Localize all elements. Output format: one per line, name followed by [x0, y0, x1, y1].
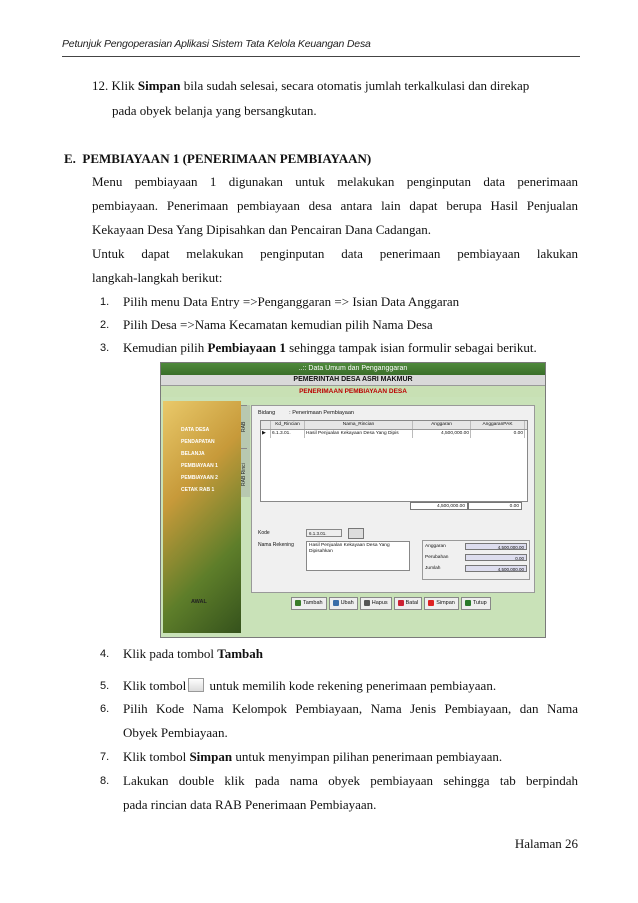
tambah-button[interactable] — [291, 597, 327, 610]
summary-label: Jumlah — [425, 566, 441, 571]
add-icon — [295, 600, 301, 606]
sidebar-item-belanja[interactable]: BELANJA — [181, 451, 205, 457]
cell-pak[interactable]: 0.00 — [471, 430, 525, 438]
step-number: 12. — [92, 78, 109, 93]
step-7-text — [123, 749, 502, 765]
rek-input[interactable]: Hasil Penjualan Kekayaan Desa Yang Dipisahkan — [306, 541, 410, 571]
para2-line2: langkah-langkah berikut: — [92, 270, 223, 285]
page-number: Halaman 26 — [514, 836, 578, 851]
summary-row — [423, 563, 529, 574]
bidang-label: Bidang — [258, 410, 276, 416]
kode-input[interactable]: 6.1.3.01. — [306, 529, 342, 537]
total-pak: 0.00 — [468, 502, 522, 510]
bidang-value: : Penerimaan Pembiayaan — [289, 410, 354, 416]
totals-row — [410, 502, 522, 510]
org-banner: PEMERINTAH DESA ASRI MAKMUR — [161, 375, 545, 386]
rek-label: Nama Rekening — [258, 542, 294, 548]
simpan-label: Simpan — [436, 600, 455, 606]
col-anggaran[interactable]: Anggaran — [413, 421, 471, 429]
step-8-number: 8. — [100, 775, 110, 787]
step-3-text — [123, 340, 537, 356]
summary-value: 0.00 — [465, 554, 527, 561]
summary-label: Perubahan — [425, 555, 449, 560]
step-7-bold: Simpan — [189, 749, 233, 764]
step-5-text — [123, 678, 496, 694]
tutup-button[interactable] — [461, 597, 491, 610]
step-text-post: bila sudah selesai, secara otomatis jumlah terkalkulasi dan direkap — [183, 78, 530, 93]
cell-anggaran[interactable]: 4,500,000.00 — [413, 430, 471, 438]
step-3-post: sehingga tampak isian formulir sebagai berikut. — [289, 340, 537, 355]
sidebar-item-data-desa[interactable]: DATA DESA — [181, 427, 210, 433]
cell-nama[interactable]: Hasil Penjualan Kekayaan Desa Yang Dipis — [305, 430, 413, 438]
para1-line1: Menu pembiayaan 1 digunakan untuk melakukan penginputan data penerimaan — [92, 174, 578, 189]
button-bar — [291, 597, 491, 610]
step-12-line2: pada obyek belanja yang bersangkutan. — [112, 103, 317, 118]
cell-kode[interactable]: 6.1.3.01. — [271, 430, 305, 438]
hapus-label: Hapus — [371, 600, 388, 606]
bidang-row — [258, 410, 354, 416]
step-2-number: 2. — [100, 319, 110, 331]
summary-value: 4,500,000.00 — [465, 543, 527, 550]
window-title: ..:: Data Umum dan Penganggaran — [161, 363, 545, 375]
vertical-tabs — [241, 405, 250, 497]
step-text-pre: Klik — [111, 78, 135, 93]
lookup-button-icon — [188, 678, 204, 692]
para2-line1: Untuk dapat melakukan penginputan data penerimaan pembiayaan lakukan — [92, 246, 578, 261]
summary-row — [423, 552, 529, 563]
step-4-pre: Klik pada tombol — [123, 646, 214, 661]
hapus-button[interactable] — [360, 597, 392, 610]
para1-line2: pembiayaan. Penerimaan pembiayaan desa antara lain dapat berupa Hasil Penjualan — [92, 198, 578, 213]
step-5-number: 5. — [100, 680, 110, 692]
tutup-label: Tutup — [472, 600, 487, 606]
app-screenshot — [160, 362, 546, 638]
total-anggaran: 4,500,000.00 — [410, 502, 468, 510]
step-3-pre: Kemudian pilih — [123, 340, 205, 355]
step-8-line1: Lakukan double klik pada nama obyek pembiayaan sehingga tab berpindah — [123, 773, 578, 788]
step-1-number: 1. — [100, 296, 110, 308]
step-4-number: 4. — [100, 648, 110, 660]
step-3-bold: Pembiayaan 1 — [207, 340, 286, 355]
step-7-pre: Klik tombol — [123, 749, 187, 764]
batal-label: Batal — [405, 600, 419, 606]
table-row[interactable] — [261, 430, 527, 438]
header-rule — [62, 56, 580, 57]
check-icon — [428, 600, 434, 606]
step-bold: Simpan — [137, 78, 181, 93]
sidebar-item-pendapatan[interactable]: PENDAPATAN — [181, 439, 215, 445]
step-5-pre: Klik tombol — [123, 678, 187, 693]
step-7-post: untuk menyimpan pilihan penerimaan pembiayaan. — [235, 749, 503, 764]
kode-label: Kode — [258, 530, 270, 536]
batal-button[interactable] — [394, 597, 423, 610]
col-anggaran-pak[interactable]: AnggaranPAK — [471, 421, 525, 429]
para1-line3: Kekayaan Desa Yang Dipisahkan dan Pencairan Dana Cadangan. — [92, 222, 431, 237]
sidebar-item-cetak[interactable]: CETAK RAB 1 — [181, 487, 215, 493]
step-8-line2: pada rincian data RAB Penerimaan Pembiayaan. — [123, 797, 377, 812]
tambah-label: Tambah — [303, 600, 323, 606]
sidebar-awal[interactable]: AWAL — [191, 599, 207, 605]
step-2-text: Pilih Desa =>Nama Kecamatan kemudian pilih Nama Desa — [123, 317, 433, 332]
step-5-post: untuk memilih kode rekening penerimaan pembiayaan. — [209, 678, 497, 693]
ubah-label: Ubah — [340, 600, 354, 606]
step-7-number: 7. — [100, 751, 110, 763]
summary-label: Anggaran — [425, 544, 446, 549]
step-6-line1: Pilih Kode Nama Kelompok Pembiayaan, Nama Jenis Pembiayaan, dan Nama — [123, 701, 578, 716]
sidebar-item-pembiayaan1[interactable]: PEMBIAYAAN 1 — [181, 463, 218, 469]
tab-rab-rinci[interactable]: RAB Rinci — [241, 448, 247, 501]
form-title: PENERIMAAN PEMBIAYAAN DESA — [161, 386, 545, 397]
summary-value: 4,500,000.00 — [465, 565, 527, 572]
edit-icon — [333, 600, 339, 606]
simpan-button[interactable] — [424, 597, 459, 610]
step-1-text: Pilih menu Data Entry =>Penganggaran => Isian Data Anggaran — [123, 294, 460, 309]
kode-lookup-button[interactable] — [348, 528, 364, 539]
table-header — [261, 421, 527, 430]
row-marker: ▶ — [261, 430, 271, 438]
form-panel — [251, 405, 535, 593]
tab-rab[interactable]: RAB — [241, 405, 247, 448]
summary-row — [423, 541, 529, 552]
sidebar-image — [163, 401, 241, 633]
running-header: Petunjuk Pengoperasian Aplikasi Sistem Tata Kelola Keuangan Desa — [62, 38, 371, 50]
ubah-button[interactable] — [329, 597, 358, 610]
rincian-table — [260, 420, 528, 502]
col-kd-rincian[interactable]: Kd_Rincian — [271, 421, 305, 429]
summary-box — [422, 540, 530, 580]
step-6-line2: Obyek Pembiayaan. — [123, 725, 228, 740]
step-3-number: 3. — [100, 342, 110, 354]
step-4-text — [123, 646, 263, 662]
col-marker — [261, 421, 271, 429]
col-nama-rincian[interactable]: Nama_Rincian — [305, 421, 413, 429]
exit-icon — [465, 600, 471, 606]
cancel-icon — [398, 600, 404, 606]
step-6-number: 6. — [100, 703, 110, 715]
sidebar-item-pembiayaan2[interactable]: PEMBIAYAAN 2 — [181, 475, 218, 481]
section-heading: E. PEMBIAYAAN 1 (PENERIMAAN PEMBIAYAAN) — [64, 151, 372, 166]
delete-icon — [364, 600, 370, 606]
step-4-bold: Tambah — [217, 646, 264, 661]
step-12 — [92, 78, 529, 94]
